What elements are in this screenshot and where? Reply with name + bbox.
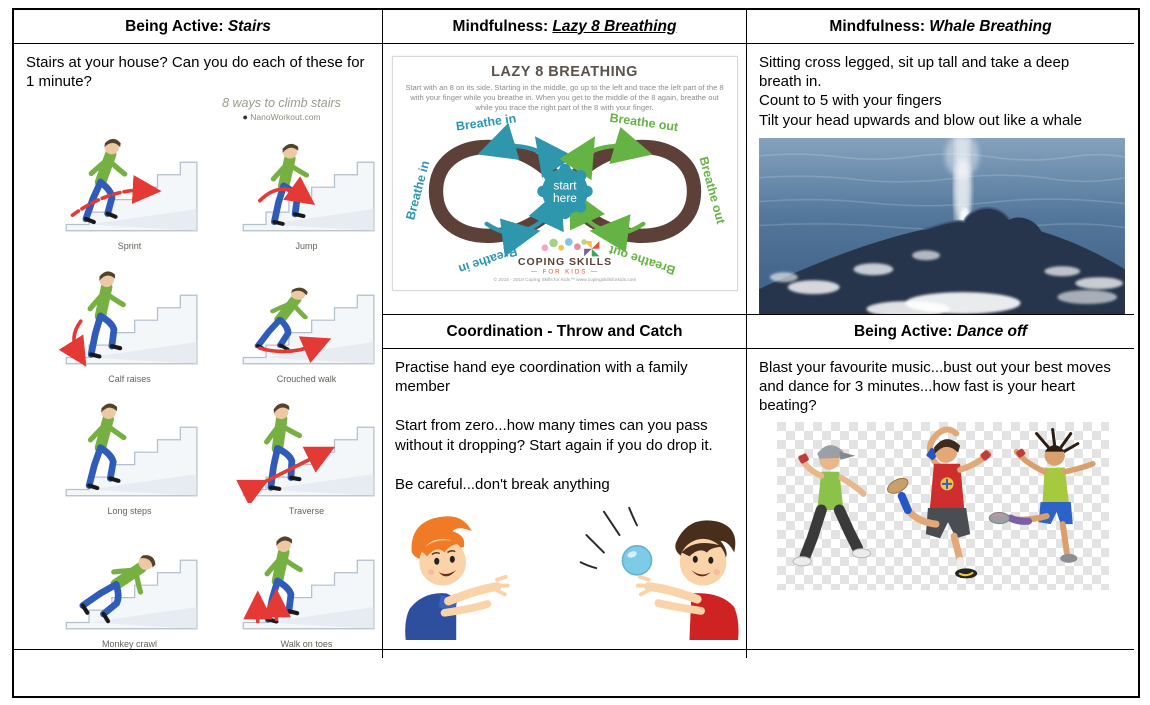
caption-text: 8 ways to climb stairs [222, 96, 341, 111]
kid-brown-hair [638, 520, 739, 640]
whale-line: Count to 5 with your fingers [759, 92, 942, 110]
stair-exercise-label: Sprint [117, 241, 142, 252]
stairs-cell [14, 44, 383, 650]
lazy8-diagram [392, 56, 738, 291]
svg-text:start: start [552, 178, 577, 193]
whale-photo [759, 138, 1125, 314]
whale-line: Tilt your head upwards and blow out like a whale [759, 111, 1082, 129]
header-lazy8 [383, 10, 747, 44]
svg-text:Breathe out: Breathe out [696, 154, 728, 226]
stair-exercise-label: Monkey crawl [101, 639, 157, 650]
stairs-illustration-caption [184, 95, 379, 124]
empty-footer-cell [14, 650, 383, 658]
stair-figure [48, 391, 211, 503]
activity-table [12, 8, 1140, 698]
stair-exercise-tile [225, 391, 383, 518]
svg-text:here: here [552, 190, 577, 205]
header-text: Coordination - Throw and Catch [446, 322, 683, 340]
header-prefix: Mindfulness: [829, 17, 930, 35]
whale-line: Sitting cross legged, sit up tall and take a deep breath in. [759, 54, 1070, 91]
svg-text:COPING SKILLS: COPING SKILLS [517, 255, 612, 268]
dancing-kids-figure [777, 422, 1109, 590]
kid-orange-hair [405, 516, 508, 640]
header-prefix: Being Active: [125, 17, 228, 35]
lazy8-diagram-title: LAZY 8 BREATHING [491, 64, 638, 80]
caption-credit: ● NanoWorkout.com [242, 112, 321, 123]
throw-catch-cell [383, 349, 747, 650]
header-title: Whale Breathing [929, 17, 1052, 35]
svg-text:Breathe out: Breathe out [606, 242, 677, 278]
nanoworkout-logo-icon: ● [242, 112, 248, 123]
stair-exercise-label: Calf raises [108, 373, 151, 384]
stairs-illustration [48, 126, 370, 650]
lazy8-cell [383, 44, 747, 315]
stair-exercise-tile [48, 524, 211, 650]
empty-footer-cell [747, 650, 1134, 658]
throw-catch-paragraph: Start from zero...how many times can you pass without it dropping? Start again if you do drop it. [395, 417, 713, 454]
whale-cell [747, 44, 1134, 315]
header-prefix: Mindfulness: [452, 17, 553, 35]
header-title: Stairs [227, 17, 271, 35]
stair-figure [48, 524, 211, 636]
header-title: Lazy 8 Breathing [552, 17, 677, 35]
throw-catch-illustration [391, 502, 743, 640]
header-throw-catch [383, 315, 747, 349]
stair-exercise-tile [225, 126, 383, 253]
dance-photo [777, 422, 1109, 590]
lazy8-infinity-figure [400, 113, 730, 285]
stair-figure [225, 391, 383, 503]
stair-figure [48, 126, 211, 238]
header-whale-breathing [747, 10, 1134, 44]
ball [622, 546, 651, 575]
svg-text:Breathe in: Breathe in [402, 158, 432, 222]
throw-catch-paragraph: Practise hand eye coordination with a family member [395, 359, 688, 396]
stair-exercise-label: Traverse [288, 506, 325, 517]
dance-cell [747, 349, 1134, 650]
dancer-red-tank [885, 429, 992, 578]
stair-figure [225, 524, 383, 636]
stair-exercise-tile [225, 524, 383, 650]
stair-exercise-tile [48, 259, 211, 386]
svg-text:© 2015 - 2018 Coping Skills fo: © 2015 - 2018 Coping Skills for Kids™ www.copingskillsforkids.com [493, 277, 636, 283]
header-being-active-stairs [14, 10, 383, 44]
dancer-green-cap [793, 445, 870, 566]
start-here-badge [537, 163, 592, 218]
lazy8-diagram-instructions: Start with an 8 on its side. Starting in the middle, go up to the left and trace the left part of the 8 with your finger while you breathe in. When you get to the middle of the 8 again, breathe out while you trace the right part of the 8 with your finger. [405, 83, 724, 112]
stairs-body-text: Stairs at your house? Can you do each of these for 1 minute? [26, 54, 365, 91]
dance-body-text: Blast your favourite music...bust out your best moves and dance for 3 minutes...how fast is your heart beating? [759, 359, 1111, 415]
svg-text:Breathe in: Breathe in [456, 243, 519, 276]
stair-figure [48, 259, 211, 371]
svg-text:Breathe out: Breathe out [608, 112, 679, 134]
dancer-green-top-jumping [989, 429, 1093, 562]
stair-exercise-label: Jump [295, 241, 318, 252]
stair-exercise-label: Crouched walk [276, 373, 337, 384]
empty-footer-cell [383, 650, 747, 658]
stair-figure [225, 126, 383, 238]
header-dance-off [747, 315, 1134, 349]
header-prefix: Being Active: [853, 322, 957, 340]
stair-exercise-label: Walk on toes [280, 639, 333, 650]
stair-exercise-tile [48, 391, 211, 518]
stair-exercise-tile [48, 126, 211, 253]
stair-exercise-label: Long steps [107, 506, 152, 517]
stair-exercise-tile [225, 259, 383, 386]
stair-figure [225, 259, 383, 371]
throw-catch-paragraph: Be careful...don't break anything [395, 475, 610, 493]
header-title: Dance off [956, 322, 1028, 340]
svg-text:Breathe in: Breathe in [454, 112, 517, 134]
svg-text:— FOR KIDS —: — FOR KIDS — [530, 268, 599, 276]
